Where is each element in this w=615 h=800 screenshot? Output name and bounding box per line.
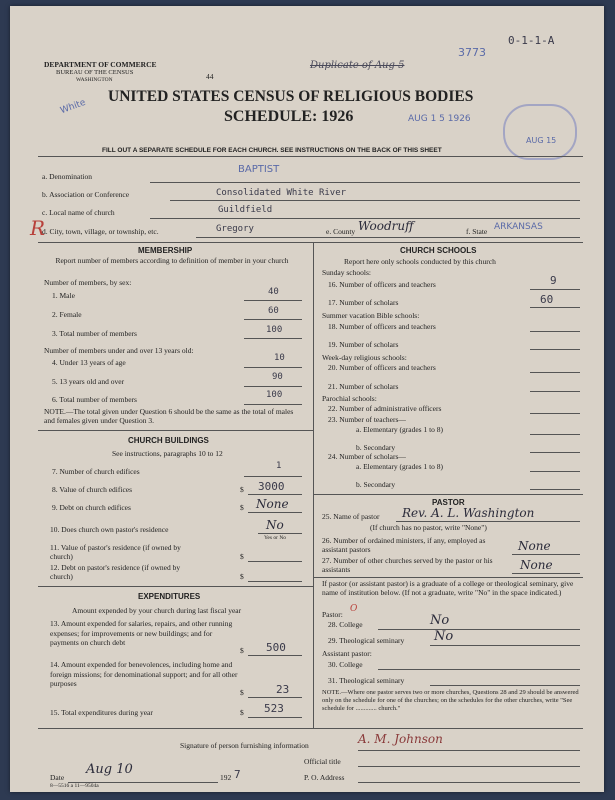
rule xyxy=(530,413,580,414)
q2-label: 2. Female xyxy=(52,310,82,319)
q27-value: None xyxy=(520,558,553,572)
buildings-heading: CHURCH BUILDINGS xyxy=(128,436,209,445)
q8-label: 8. Value of church edifices xyxy=(52,485,133,494)
q29-label: 29. Theological seminary xyxy=(328,636,405,645)
rule xyxy=(248,655,302,656)
date-label: Date xyxy=(50,773,65,782)
q3-label: 3. Total number of members xyxy=(52,329,137,338)
q29-value: No xyxy=(434,629,454,644)
state-value: ARKANSAS xyxy=(494,222,543,232)
q7-label: 7. Number of church edifices xyxy=(52,467,140,476)
q16-label: 16. Number of officers and teachers xyxy=(328,280,436,289)
q25-pastor-name: Rev. A. L. Washington xyxy=(402,506,535,520)
rule xyxy=(530,289,580,290)
rule xyxy=(196,237,580,238)
q5-over13-value: 90 xyxy=(272,372,283,382)
rule xyxy=(530,391,580,392)
q10-residence-value: No xyxy=(266,518,284,532)
duplicate-note: Duplicate of Aug 5 xyxy=(310,60,405,71)
denomination-label: a. Denomination xyxy=(42,172,92,181)
q28-label: 28. College xyxy=(328,620,363,629)
rule xyxy=(38,586,313,587)
membership-note: NOTE.—The total given under Question 6 should be the same as the total of males and females given under Question 3. xyxy=(44,407,294,425)
rule xyxy=(358,766,580,767)
pastor-note: NOTE.—Where one pastor serves two or more churches, Questions 28 and 29 should be answered only on the schedule for one of the churches; on the schedules for the other churches, write "See schedule for ............. church." xyxy=(322,689,579,712)
pastor-mark: O xyxy=(350,604,358,614)
q14-label: 14. Amount expended for benevolences, including home and foreign missions; for denominational support; and for all other purposes xyxy=(50,660,238,688)
buildings-instruction: See instructions, paragraphs 10 to 12 xyxy=(112,449,223,458)
rule xyxy=(358,750,580,751)
year-label: 192 xyxy=(220,773,232,782)
q15-total-value: 523 xyxy=(264,702,284,715)
circular-stamp-date: AUG 15 xyxy=(526,136,557,145)
q21-label: 21. Number of scholars xyxy=(328,382,399,391)
q4-under13-value: 10 xyxy=(274,353,285,363)
column-divider xyxy=(313,242,314,728)
signature-label: Signature of person furnishing information xyxy=(180,741,309,750)
rule xyxy=(248,512,302,513)
rule xyxy=(430,645,580,646)
dollar-sign: $ xyxy=(240,646,244,655)
rule xyxy=(248,697,302,698)
rule xyxy=(244,476,302,477)
church-name-value: Guildfield xyxy=(218,205,273,215)
q24b-label: b. Secondary xyxy=(356,480,396,489)
rule xyxy=(530,434,580,435)
q20-label: 20. Number of officers and teachers xyxy=(328,363,436,372)
rule xyxy=(396,521,580,522)
rule xyxy=(530,489,580,490)
rule xyxy=(530,307,580,308)
membership-intro: Report number of members according to definition of member in your church xyxy=(55,256,289,265)
rule xyxy=(248,581,302,582)
q25-note: (If church has no pastor, write "None") xyxy=(370,523,487,532)
rule xyxy=(258,533,302,534)
rule xyxy=(38,242,583,243)
q1-male-value: 40 xyxy=(268,287,279,297)
rule xyxy=(170,200,580,201)
pastor-heading: PASTOR xyxy=(432,498,465,507)
dollar-sign: $ xyxy=(240,572,244,581)
rule xyxy=(244,386,302,387)
dollar-sign: $ xyxy=(240,688,244,697)
rule xyxy=(244,404,302,405)
dollar-sign: $ xyxy=(240,708,244,717)
q26-value: None xyxy=(518,539,551,553)
rule xyxy=(244,300,302,301)
rule xyxy=(378,669,580,670)
q23b-label: b. Secondary xyxy=(356,443,396,452)
q24-label: 24. Number of scholars— xyxy=(328,452,406,461)
q8-value-value: 3000 xyxy=(258,480,285,493)
official-title-label: Official title xyxy=(304,757,341,766)
fill-instruction: FILL OUT A SEPARATE SCHEDULE FOR EACH CHURCH. SEE INSTRUCTIONS ON THE BACK OF THIS SHEET xyxy=(102,147,442,154)
q16-value: 9 xyxy=(550,274,557,287)
q23-label: 23. Number of teachers— xyxy=(328,415,406,424)
association-label: b. Association or Conference xyxy=(42,190,130,199)
rule xyxy=(150,182,580,183)
weekday-label: Week-day religious schools: xyxy=(322,353,407,362)
rule xyxy=(38,430,313,431)
q6-total-value: 100 xyxy=(266,390,283,400)
city-label: WASHINGTON xyxy=(76,77,113,83)
rule xyxy=(313,494,583,495)
q13-label: 13. Amount expended for salaries, repairs, and other running expenses; for improvements or new buildings; and for payments on church debt xyxy=(50,619,233,647)
rule xyxy=(530,452,580,453)
rule xyxy=(248,717,302,718)
dollar-sign: $ xyxy=(240,552,244,561)
q12-label: 12. Debt on pastor's residence (if owned by church) xyxy=(50,563,181,581)
r-mark: R xyxy=(30,216,46,240)
form-code: 8—5516 a 11—9504a xyxy=(50,783,99,789)
q1-label: 1. Male xyxy=(52,291,75,300)
rule xyxy=(530,372,580,373)
q27-label: 27. Number of other churches served by the pastor or his assistants xyxy=(322,556,493,574)
year-digit: 7 xyxy=(234,768,241,781)
rule xyxy=(248,494,302,495)
q6-label: 6. Total number of members xyxy=(52,395,137,404)
county-value: Woodruff xyxy=(358,219,414,233)
membership-heading: MEMBERSHIP xyxy=(138,246,193,255)
q24a-label: a. Elementary (grades 1 to 8) xyxy=(356,462,444,471)
graduate-note: If pastor (or assistant pastor) is a graduate of a college or theological seminary, give name of institution below. (If not a graduate, write "No" in the space indicated.) xyxy=(322,579,574,597)
dollar-sign: $ xyxy=(240,485,244,494)
by-sex-label: Number of members, by sex: xyxy=(44,278,132,287)
po-address-label: P. O. Address xyxy=(304,773,345,782)
dept-label: DEPARTMENT OF COMMERCE xyxy=(44,60,157,69)
q19-label: 19. Number of scholars xyxy=(328,340,399,349)
summer-label: Summer vacation Bible schools: xyxy=(322,311,420,320)
q13-running-value: 500 xyxy=(266,641,286,654)
q26-label: 26. Number of ordained ministers, if any, employed as assistant pastors xyxy=(322,536,486,554)
q2-female-value: 60 xyxy=(268,306,279,316)
rule xyxy=(38,728,583,729)
denomination-value: BAPTIST xyxy=(238,164,280,175)
schedule-sheet xyxy=(10,6,604,792)
rule xyxy=(530,471,580,472)
q14-benevolence-value: 23 xyxy=(276,683,290,696)
date-value: Aug 10 xyxy=(86,762,133,777)
q25-label: 25. Name of pastor xyxy=(322,512,380,521)
form-title: UNITED STATES CENSUS OF RELIGIOUS BODIES xyxy=(108,88,474,105)
q18-label: 18. Number of officers and teachers xyxy=(328,322,436,331)
church-name-label: c. Local name of church xyxy=(42,208,115,217)
city-town-label: d. City, town, village, or township, etc. xyxy=(42,227,159,236)
q7-edifices-value: 1 xyxy=(276,461,282,471)
rule xyxy=(530,349,580,350)
received-date-stamp: AUG 1 5 1926 xyxy=(408,114,471,124)
pastor-sublabel: Pastor: xyxy=(322,610,343,619)
signature-value: A. M. Johnson xyxy=(358,732,443,746)
q9-label: 9. Debt on church edifices xyxy=(52,503,131,512)
parochial-label: Parochial schools: xyxy=(322,394,377,403)
q3-total-value: 100 xyxy=(266,325,283,335)
q22-label: 22. Number of administrative officers xyxy=(328,404,442,413)
rule xyxy=(38,156,583,157)
q9-debt-value: None xyxy=(256,497,289,511)
assistant-label: Assistant pastor: xyxy=(322,649,372,658)
state-label: f. State xyxy=(466,227,488,236)
serial-stamp: 3773 xyxy=(458,46,486,59)
schedule-title: SCHEDULE: 1926 xyxy=(224,108,354,125)
by-age-label: Number of members under and over 13 years old: xyxy=(44,346,194,355)
rule xyxy=(512,573,580,574)
q31-label: 31. Theological seminary xyxy=(328,676,405,685)
dollar-sign: $ xyxy=(240,503,244,512)
expenditures-heading: EXPENDITURES xyxy=(138,592,201,601)
city-value: Gregory xyxy=(216,224,254,234)
q17-value: 60 xyxy=(540,293,554,306)
form-number: 44 xyxy=(206,72,214,81)
rule xyxy=(244,319,302,320)
sunday-label: Sunday schools: xyxy=(322,268,371,277)
rule xyxy=(244,367,302,368)
county-label: e. County xyxy=(326,227,356,236)
q5-label: 5. 13 years old and over xyxy=(52,377,125,386)
rule xyxy=(248,561,302,562)
q4-label: 4. Under 13 years of age xyxy=(52,358,126,367)
q30-label: 30. College xyxy=(328,660,363,669)
code-mark: 0-1-1-A xyxy=(508,34,555,47)
schools-heading: CHURCH SCHOOLS xyxy=(400,246,477,255)
rule xyxy=(358,782,580,783)
q15-label: 15. Total expenditures during year xyxy=(50,708,153,717)
q11-label: 11. Value of pastor's residence (if owned by church) xyxy=(50,543,181,561)
yes-no-hint: Yes or No xyxy=(264,535,287,541)
rule xyxy=(512,554,580,555)
rule xyxy=(530,331,580,332)
rule xyxy=(244,338,302,339)
rule xyxy=(378,629,580,630)
q10-label: 10. Does church own pastor's residence xyxy=(50,525,169,534)
schools-intro: Report here only schools conducted by this church xyxy=(344,257,496,266)
circular-stamp xyxy=(503,104,577,160)
expenditures-intro: Amount expended by your church during last fiscal year xyxy=(72,606,242,615)
association-value: Consolidated White River xyxy=(216,188,347,198)
q28-value: No xyxy=(430,613,450,628)
rule xyxy=(430,685,580,686)
bureau-label: BUREAU OF THE CENSUS xyxy=(56,69,134,76)
q17-label: 17. Number of scholars xyxy=(328,298,399,307)
white-stamp: White xyxy=(59,97,88,117)
rule xyxy=(313,577,583,578)
q23a-label: a. Elementary (grades 1 to 8) xyxy=(356,425,444,434)
